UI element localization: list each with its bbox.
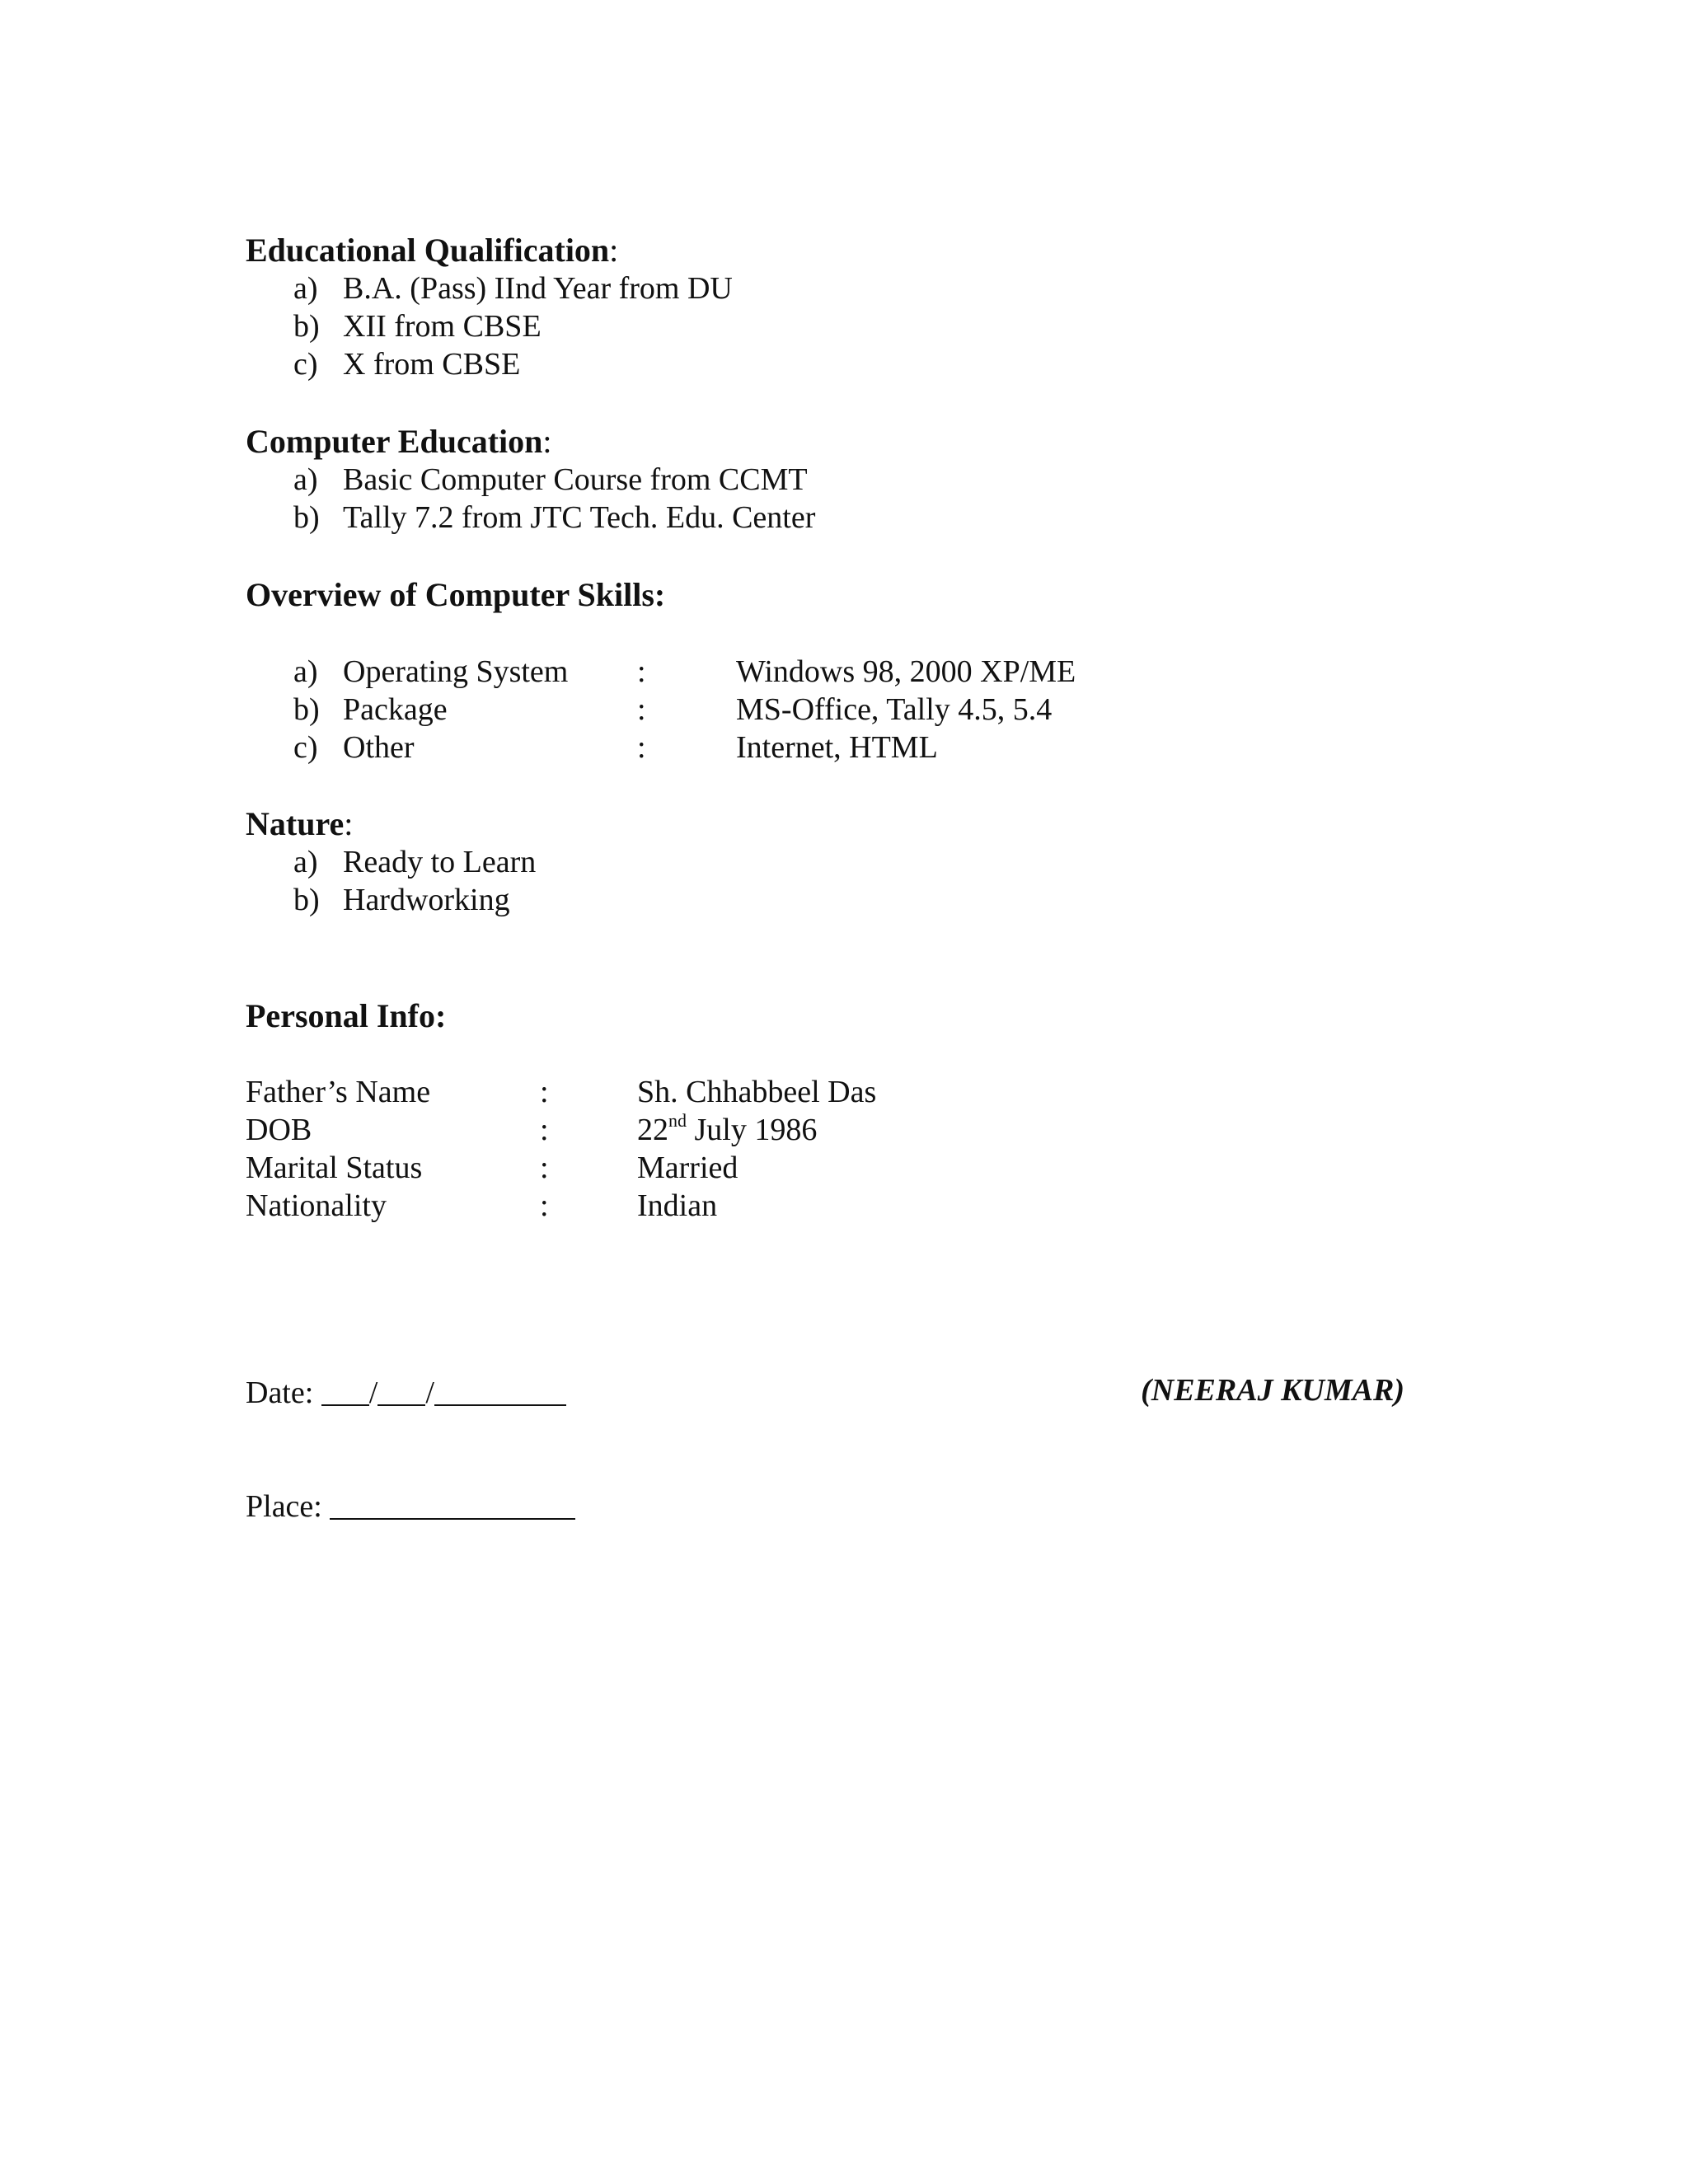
nature-item (293, 846, 536, 878)
skills-row-sep: : (637, 654, 646, 689)
skills-row (293, 732, 415, 763)
list-marker: b) (293, 500, 320, 535)
personal-row-sep: : (540, 1075, 549, 1109)
skills-row-label: Other (343, 730, 415, 765)
education-item (293, 349, 520, 380)
list-marker: a) (293, 654, 318, 689)
skills-row-sep: : (637, 692, 646, 727)
dob-ordinal-suffix: nd (668, 1110, 687, 1131)
list-marker: b) (293, 883, 320, 917)
list-item-text: Tally 7.2 from JTC Tech. Edu. Center (343, 500, 816, 535)
education-heading-colon: : (609, 232, 619, 269)
list-item-text: Hardworking (343, 883, 510, 917)
education-heading (246, 234, 618, 267)
list-item-text: B.A. (Pass) IInd Year from DU (343, 271, 733, 306)
list-marker: a) (293, 845, 318, 879)
education-item (293, 273, 733, 304)
skills-row-value: Internet, HTML (736, 730, 938, 765)
place-blank[interactable] (330, 1488, 575, 1520)
place-label: Place: (246, 1489, 322, 1524)
date-line (246, 1375, 566, 1408)
list-marker: b) (293, 309, 320, 344)
list-marker: b) (293, 692, 320, 727)
skills-row (293, 694, 448, 725)
computer-education-heading (246, 425, 552, 458)
computer-education-heading-colon: : (542, 423, 552, 460)
personal-row-label: DOB (246, 1113, 312, 1147)
skills-row-sep: : (637, 730, 646, 765)
skills-heading: Overview of Computer Skills: (246, 576, 666, 613)
nature-heading-colon: : (344, 805, 354, 842)
personal-row-value: Married (637, 1151, 738, 1185)
list-marker: c) (293, 347, 318, 382)
date-day-blank[interactable] (321, 1375, 369, 1406)
nature-item (293, 884, 510, 916)
nature-heading (246, 805, 354, 842)
skills-row-value: Windows 98, 2000 XP/ME (736, 654, 1076, 689)
list-item-text: Ready to Learn (343, 845, 537, 879)
list-item-text: X from CBSE (343, 347, 521, 382)
date-label: Date: (246, 1376, 314, 1410)
personal-heading: Personal Info: (246, 997, 447, 1034)
list-item-text: Basic Computer Course from CCMT (343, 462, 808, 497)
education-item (293, 311, 542, 342)
date-separator: / (425, 1376, 434, 1410)
date-month-blank[interactable] (377, 1375, 425, 1406)
signature-name: (NEERAJ KUMAR) (1141, 1373, 1404, 1408)
skills-row-value: MS-Office, Tally 4.5, 5.4 (736, 692, 1053, 727)
place-line (246, 1488, 575, 1522)
list-marker: c) (293, 730, 318, 765)
computer-education-item (293, 502, 815, 533)
list-item-text: XII from CBSE (343, 309, 542, 344)
computer-education-item (293, 464, 808, 495)
skills-row-label: Package (343, 692, 448, 727)
personal-row-sep: : (540, 1113, 549, 1147)
personal-row-value: Indian (637, 1188, 718, 1223)
personal-row-value: Sh. Chhabbeel Das (637, 1075, 877, 1109)
computer-education-heading-text: Computer Education (246, 423, 543, 460)
personal-row-sep: : (540, 1151, 549, 1185)
education-heading-text: Educational Qualification (246, 232, 610, 269)
dob-month-year: July 1986 (687, 1113, 818, 1147)
list-marker: a) (293, 462, 318, 497)
date-separator: / (368, 1376, 378, 1410)
personal-row-value (637, 1110, 818, 1147)
list-marker: a) (293, 271, 318, 306)
personal-row-sep: : (540, 1188, 549, 1223)
dob-day: 22 (637, 1113, 668, 1147)
personal-row-label: Nationality (246, 1188, 387, 1223)
nature-heading-text: Nature (246, 805, 345, 842)
skills-row-label: Operating System (343, 654, 569, 689)
personal-row-label: Father’s Name (246, 1075, 431, 1109)
date-year-blank[interactable] (434, 1375, 566, 1406)
skills-row (293, 656, 568, 687)
personal-row-label: Marital Status (246, 1151, 423, 1185)
